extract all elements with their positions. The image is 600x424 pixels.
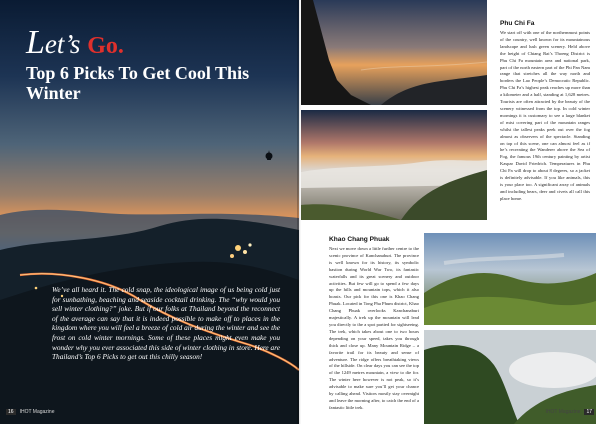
- right-magazine-name: IHOT Magazine: [545, 409, 581, 415]
- right-page: [299, 0, 600, 424]
- khao-chang-phuak-body: Next we move down a little further centre to the scenic province of Kanchanaburi. The province is well known for its history, its symbolic bastion during World War Two, its fantastic waterfalls and its great scenery and outdoor activities. But few will go to spend a few days up the hills and mountain tops, which it also boasts. Our pick for this one is Khao Chang Phuak. Located in Tong Pha Phum district, Khao Chang Phuak overlooks Kanchanaburi majestically. A trek up the mountain will lead you directly to the a spot partied for sightseeing. The trek, which takes about one to two hours depending on your speed, takes you through thick and close up. Many Mountain Ridge – a favorite trail for its beauty and sense of adventure. The ridge offers breathtaking views of the hillside. On clear days you can see the top of the 1249 metres mountain, a view to die for. The winter here however is not peak, so it’s advisable to make sure you’ll get your chance by calling ahead. Visitors mostly stay overnight and leave the morning after, to catch the end of a fantastic little trek.: [329, 246, 419, 410]
- left-folio: [6, 409, 54, 415]
- right-page-number: 17: [586, 409, 592, 415]
- title-highlight: Go.: [87, 33, 124, 59]
- title-subtitle: Top 6 Picks To Get Cool This Winter: [26, 63, 250, 103]
- page-gutter: [297, 0, 301, 424]
- left-page-hero: [0, 0, 299, 424]
- phu-chi-fa-body: We start off with one of the northernmost points of the country, well known for its mountainous landscape and lush green scenery. Held above the height of Chiang Rai’s Thoeng District is Phu Chi Fa mountain area and national park, part of the north eastern part of the Phi Pan Nam range that stretches all the way north and borders the Lao People’s Democratic Republic. Phu Chi Fa’s highest peak reaches up more than a kilometer and a half, standing at 1,628 metres. Tourists are often attracted by the beauty of the scenery witnessed from the top. In cold winter mornings it is customary to see a large blanket of mist covering part of the mountain ranges whilst the tallest peaks peek out over the fog almost as observers of the spectacle. Standing on top of this scene, one can almost feel as if he’s recreating the Wanderer above the Sea of Fog, the famous 19th century painting by artist Kaspar David Friedrich. Temperatures in Phu Chi Fa will drop to about 8 degrees, so a jacket is definitely advisable. If you like animals, this is your place too. A significant array of animals and including bears, deer and civets all call this place home.: [500, 30, 590, 201]
- right-folio: [546, 409, 594, 415]
- article-title: [26, 24, 286, 103]
- phu-chi-fa-heading: Phu Chi Fa: [500, 20, 535, 27]
- khao-chang-phuak-heading: Khao Chang Phuak: [329, 236, 390, 243]
- left-page-number: 16: [8, 409, 14, 415]
- photo-cliff-sunrise: [301, 0, 487, 105]
- title-word: et’s: [44, 29, 81, 59]
- intro-paragraph: We’ve all heard it. The cold snap, the ideological image of us being cold just for sunbathing, beaching and seaside cocktail drinking. The “why would you sell winter clothing?” joke. But if our folks at Thailand beyond the reconnect of the average can say that it is indeed possible to make off to places in the kingdom where you will feel a breeze of cold air during the winter and see the frost on cold winter mornings. Some of these places might even make you wonder why you ever associated this side of winter clothing in store. Here are Thailand’s Top 6 Picks to get out this chilly season!: [52, 285, 280, 362]
- section-khao-chang-phuak: [329, 236, 419, 412]
- section-phu-chi-fa: [500, 20, 590, 203]
- title-drop-letter: L: [26, 24, 45, 61]
- photo-ridge-sunset: [424, 233, 596, 325]
- photo-sea-of-fog: [301, 110, 487, 220]
- left-magazine-name: IHOT Magazine: [19, 409, 55, 415]
